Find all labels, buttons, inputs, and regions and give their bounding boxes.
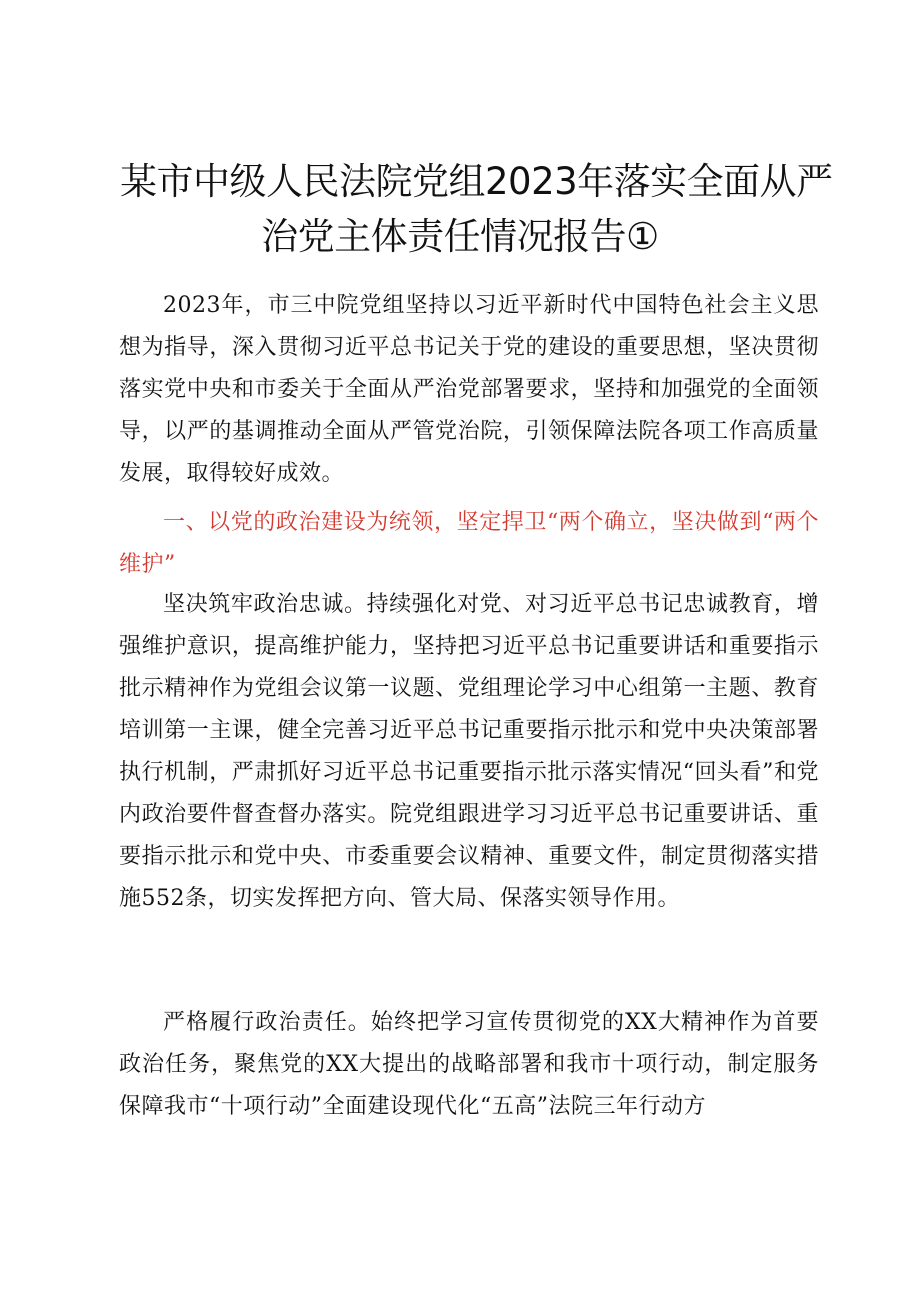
document-title-line-1: 某市中级人民法院党组2023年落实全面从严	[120, 160, 833, 203]
section-1-heading: 一、以党的政治建设为统领，坚定捍卫“两个确立，坚决做到“两个维护”	[119, 510, 819, 577]
intro-paragraph: 2023年，市三中院党组坚持以习近平新时代中国特色社会主义思想为指导，深入贯彻习近平总书记关于党的建设的重要思想，坚决贯彻落实党中央和市委关于全面从严治党部署要求，坚持和加强党的全面领导，以严的基调推动全面从严管党治院，引领保障法院各项工作高质量发展，取得较好成效。	[119, 293, 819, 486]
section-1-paragraph-2: 严格履行政治责任。始终把学习宣传贯彻党的XX大精神作为首要政治任务，聚焦党的XX大提出的战略部署和我市十项行动，制定服务保障我市“十项行动”全面建设现代化“五高”法院三年行动方	[119, 1010, 819, 1119]
section-1-paragraph-1: 坚决筑牢政治忠诚。持续强化对党、对习近平总书记忠诚教育，增强维护意识，提高维护能力，坚持把习近平总书记重要讲话和重要指示批示精神作为党组会议第一议题、党组理论学习中心组第一主题、教育培训第一主课，健全完善习近平总书记重要指示批示和党中央决策部署执行机制，严肃抓好习近平总书记重要指示批示落实情况“回头看”和党内政治要件督查督办落实。院党组跟进学习习近平总书记重要讲话、重要指示批示和党中央、市委重要会议精神、重要文件，制定贯彻落实措施552条，切实发挥把方向、管大局、保落实领导作用。	[119, 592, 819, 911]
document-title-line-2: 治党主体责任情况报告①	[261, 215, 659, 258]
